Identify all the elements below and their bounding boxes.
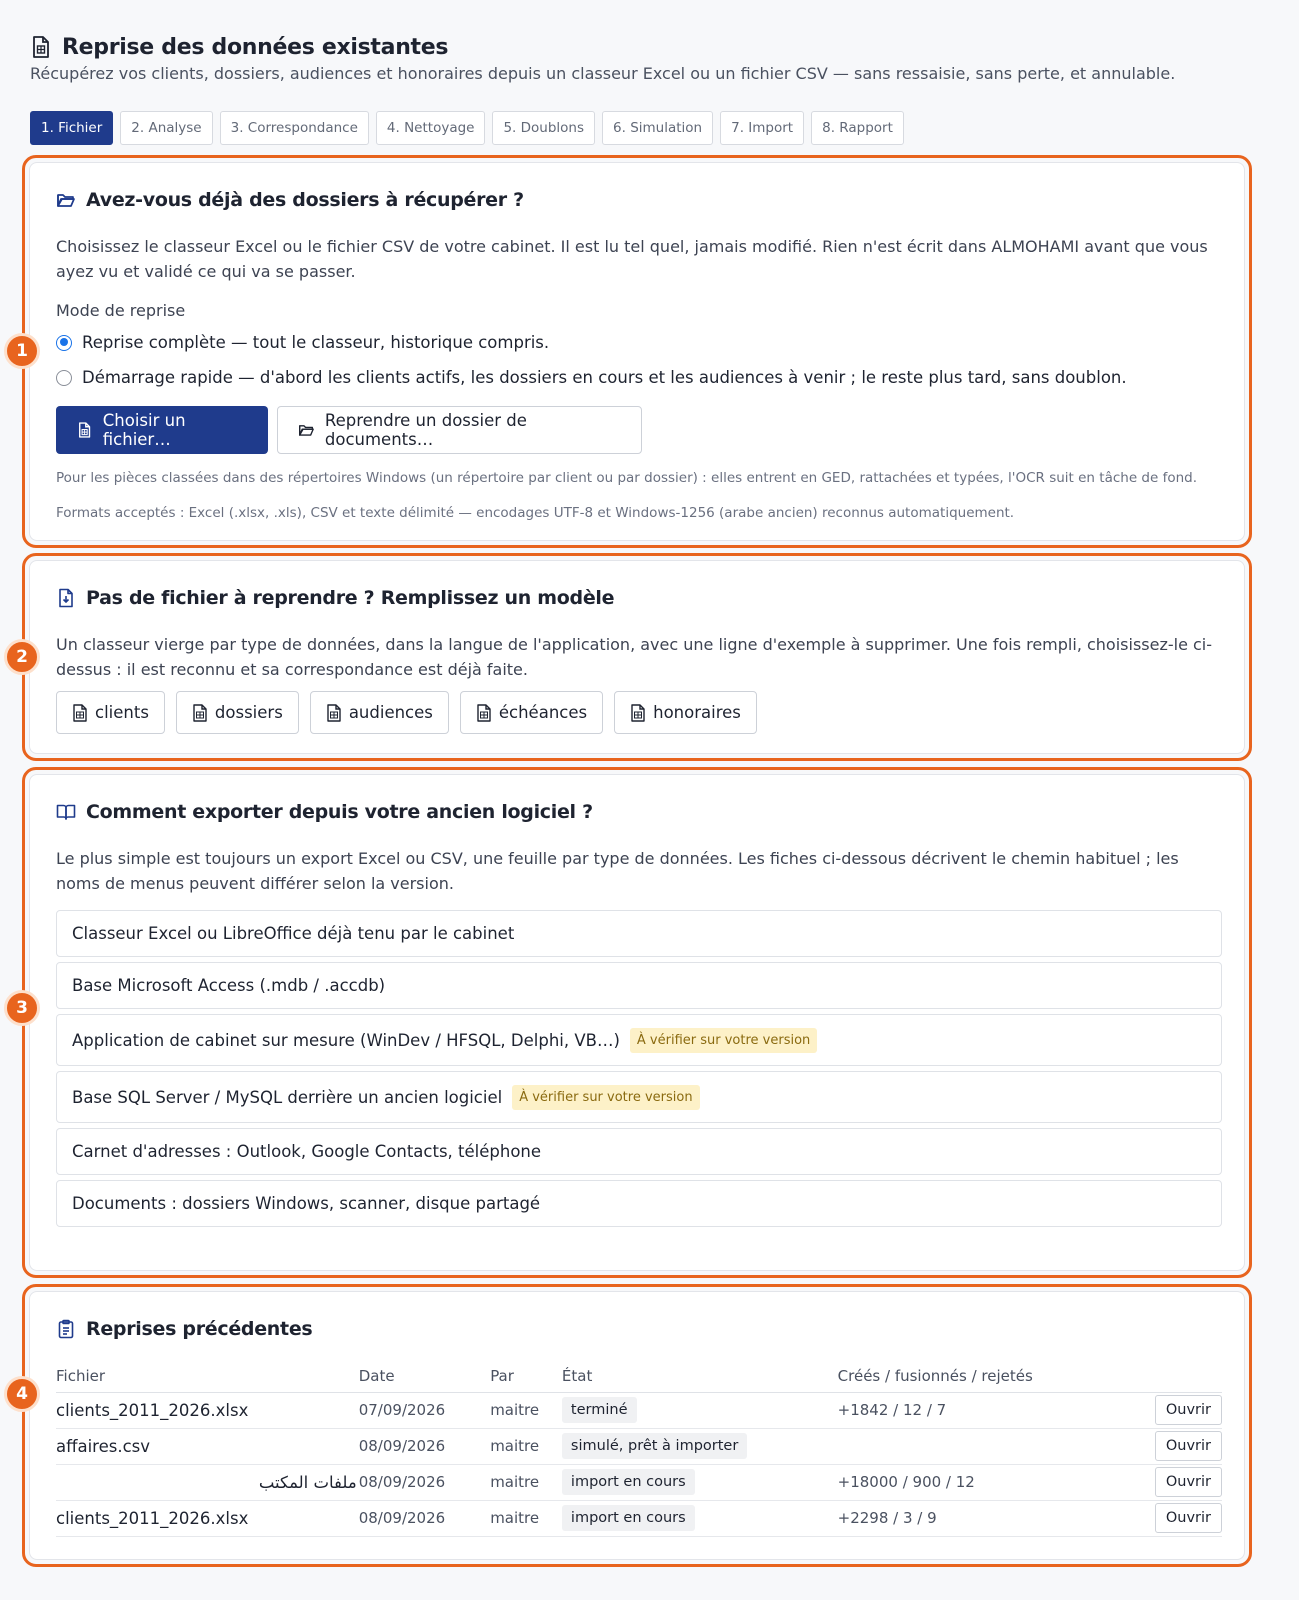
spreadsheet-icon [192, 704, 208, 722]
cell-counts: +1842 / 12 / 7 [838, 1392, 1155, 1428]
step-doublons[interactable]: 5. Doublons [492, 111, 595, 145]
cell-date: 07/09/2026 [359, 1392, 490, 1428]
export-guides-description: Le plus simple est toujours un export Excel ou CSV, une feuille par type de données. Les fiches ci-dessous décrivent le chemin habituel ; les noms de menus peuvent différer selon la version. [56, 849, 1179, 893]
file-download-icon [56, 588, 76, 608]
cell-file: affaires.csv [56, 1428, 359, 1464]
file-icon [76, 421, 93, 439]
previous-imports-card [29, 1291, 1245, 1560]
cell-state [562, 1500, 838, 1536]
source-item[interactable] [56, 1071, 1222, 1123]
source-item[interactable] [56, 1128, 1222, 1175]
previous-imports-title: Reprises précédentes [86, 1318, 313, 1340]
mode-label: Mode de reprise [56, 301, 186, 320]
template-list [56, 691, 757, 734]
template-audiences-label: audiences [348, 703, 433, 722]
open-button[interactable]: Ouvrir [1155, 1467, 1222, 1497]
table-row [56, 1500, 1222, 1536]
spreadsheet-icon [630, 704, 646, 722]
folder-open-icon [56, 190, 76, 210]
marker-2: 2 [4, 639, 40, 675]
cell-actions [1155, 1392, 1222, 1428]
state-badge: import en cours [562, 1469, 695, 1495]
import-file-title: Avez-vous déjà des dossiers à récupérer ? [86, 189, 524, 211]
spreadsheet-icon [476, 704, 492, 722]
template-honoraires-label: honoraires [653, 703, 741, 722]
mode-quick-label: Démarrage rapide — d'abord les clients actifs, les dossiers en cours et les audiences à venir ; le reste plus tard, sans doublon. [82, 368, 1127, 387]
template-audiences[interactable] [310, 691, 449, 734]
marker-3: 3 [4, 990, 40, 1026]
cell-counts: +2298 / 3 / 9 [838, 1500, 1155, 1536]
page-title: Reprise des données existantes [62, 34, 449, 60]
formats-note: Formats acceptés : Excel (.xlsx, .xls), CSV et texte délimité — encodages UTF-8 et Windows-1256 (arabe ancien) reconnus automatiquement. [56, 505, 1015, 521]
table-row [56, 1428, 1222, 1464]
col-date: Date [359, 1360, 490, 1392]
cell-date: 08/09/2026 [359, 1464, 490, 1500]
mode-quick-option[interactable] [56, 368, 1127, 387]
source-item[interactable] [56, 1180, 1222, 1227]
template-clients[interactable] [56, 691, 165, 734]
col-actions [1155, 1360, 1222, 1392]
cell-counts: +18000 / 900 / 12 [838, 1464, 1155, 1500]
export-guides-title: Comment exporter depuis votre ancien logiciel ? [86, 801, 593, 823]
template-dossiers[interactable] [176, 691, 299, 734]
templates-description: Un classeur vierge par type de données, dans la langue de l'application, avec une ligne d'exemple à supprimer. Une fois rempli, choisissez-le ci-dessus : il est reconnu et sa correspondance est déjà faite. [56, 635, 1213, 679]
col-state: État [562, 1360, 838, 1392]
spreadsheet-icon [326, 704, 342, 722]
templates-card [29, 560, 1245, 754]
step-rapport[interactable]: 8. Rapport [811, 111, 904, 145]
mode-full-radio[interactable] [56, 335, 72, 351]
resume-folder-label: Reprendre un dossier de documents… [324, 411, 527, 449]
cell-actions [1155, 1500, 1222, 1536]
table-row [56, 1464, 1222, 1500]
step-analyse[interactable]: 2. Analyse [120, 111, 212, 145]
cell-by: maitre [490, 1464, 562, 1500]
page-header [30, 32, 1270, 83]
choose-file-label: Choisir un fichier… [102, 411, 186, 449]
wizard-steps [30, 111, 904, 145]
template-dossiers-label: dossiers [214, 703, 283, 722]
step-fichier[interactable]: 1. Fichier [30, 111, 113, 145]
source-label: Classeur Excel ou LibreOffice déjà tenu par le cabinet [72, 924, 515, 943]
cell-by: maitre [490, 1428, 562, 1464]
open-button[interactable]: Ouvrir [1155, 1503, 1222, 1533]
section-templates [22, 553, 1252, 761]
page-subtitle: Récupérez vos clients, dossiers, audiences et honoraires depuis un classeur Excel ou un fichier CSV — sans ressaisie, sans perte, et annulable. [30, 64, 1176, 83]
import-file-description: Choisissez le classeur Excel ou le fichier CSV de votre cabinet. Il est lu tel quel, jamais modifié. Rien n'est écrit dans ALMOHAMI avant que vous ayez vu et validé ce qui va se passer. [56, 237, 1208, 281]
import-file-card [29, 162, 1245, 541]
cell-date: 08/09/2026 [359, 1500, 490, 1536]
source-label: Carnet d'adresses : Outlook, Google Contacts, téléphone [72, 1142, 542, 1161]
imports-table [56, 1360, 1222, 1537]
cell-actions [1155, 1428, 1222, 1464]
state-badge: import en cours [562, 1505, 695, 1531]
source-item[interactable] [56, 910, 1222, 957]
cell-counts [838, 1428, 1155, 1464]
cell-state [562, 1392, 838, 1428]
marker-4: 4 [4, 1376, 40, 1412]
template-echeances[interactable] [460, 691, 603, 734]
step-nettoyage[interactable]: 4. Nettoyage [376, 111, 486, 145]
folder-open-icon [298, 421, 315, 439]
template-echeances-label: échéances [498, 703, 588, 722]
table-row [56, 1392, 1222, 1428]
col-counts: Créés / fusionnés / rejetés [838, 1360, 1155, 1392]
section-export-guides [22, 767, 1252, 1278]
cell-file: clients_2011_2026.xlsx [56, 1500, 359, 1536]
col-by: Par [490, 1360, 562, 1392]
section-import-file [22, 155, 1252, 548]
col-file: Fichier [56, 1360, 359, 1392]
document-icon [30, 35, 52, 59]
mode-quick-radio[interactable] [56, 370, 72, 386]
template-honoraires[interactable] [614, 691, 757, 734]
step-correspondance[interactable]: 3. Correspondance [220, 111, 369, 145]
template-clients-label: clients [95, 703, 149, 722]
clipboard-list-icon [56, 1319, 76, 1339]
cell-actions [1155, 1464, 1222, 1500]
export-guides-card [29, 774, 1245, 1271]
resume-folder-button[interactable] [277, 406, 642, 454]
cell-by: maitre [490, 1500, 562, 1536]
marker-1: 1 [4, 333, 40, 369]
book-open-icon [56, 802, 76, 822]
open-button[interactable]: Ouvrir [1155, 1431, 1222, 1461]
open-button[interactable]: Ouvrir [1155, 1395, 1222, 1425]
section-previous-imports [22, 1284, 1252, 1567]
state-badge: terminé [562, 1397, 637, 1423]
step-simulation[interactable]: 6. Simulation [602, 111, 713, 145]
verify-badge: À vérifier sur votre version [512, 1085, 699, 1110]
spreadsheet-icon [72, 704, 88, 722]
folders-note: Pour les pièces classées dans des répertoires Windows (un répertoire par client ou par dossier) : elles entrent en GED, rattachées et typées, l'OCR suit en tâche de fond. [56, 470, 1198, 486]
source-label: Base Microsoft Access (.mdb / .accdb) [72, 976, 386, 995]
step-import[interactable]: 7. Import [720, 111, 804, 145]
state-badge: simulé, prêt à importer [562, 1433, 747, 1459]
mode-full-option[interactable] [56, 333, 549, 352]
cell-date: 08/09/2026 [359, 1428, 490, 1464]
source-label: Application de cabinet sur mesure (WinDev / HFSQL, Delphi, VB…) [72, 1030, 620, 1050]
source-item[interactable] [56, 1014, 1222, 1066]
cell-state [562, 1428, 838, 1464]
cell-file: ملفات المكتب [56, 1464, 359, 1500]
verify-badge: À vérifier sur votre version [630, 1028, 817, 1053]
choose-file-button[interactable] [56, 406, 268, 454]
templates-title: Pas de fichier à reprendre ? Remplissez un modèle [86, 587, 615, 609]
cell-by: maitre [490, 1392, 562, 1428]
table-header-row [56, 1360, 1222, 1392]
cell-file: clients_2011_2026.xlsx [56, 1392, 359, 1428]
mode-full-label: Reprise complète — tout le classeur, historique compris. [82, 333, 550, 352]
source-item[interactable] [56, 962, 1222, 1009]
source-label: Base SQL Server / MySQL derrière un ancien logiciel [72, 1087, 503, 1107]
source-label: Documents : dossiers Windows, scanner, disque partagé [72, 1194, 541, 1213]
cell-state [562, 1464, 838, 1500]
